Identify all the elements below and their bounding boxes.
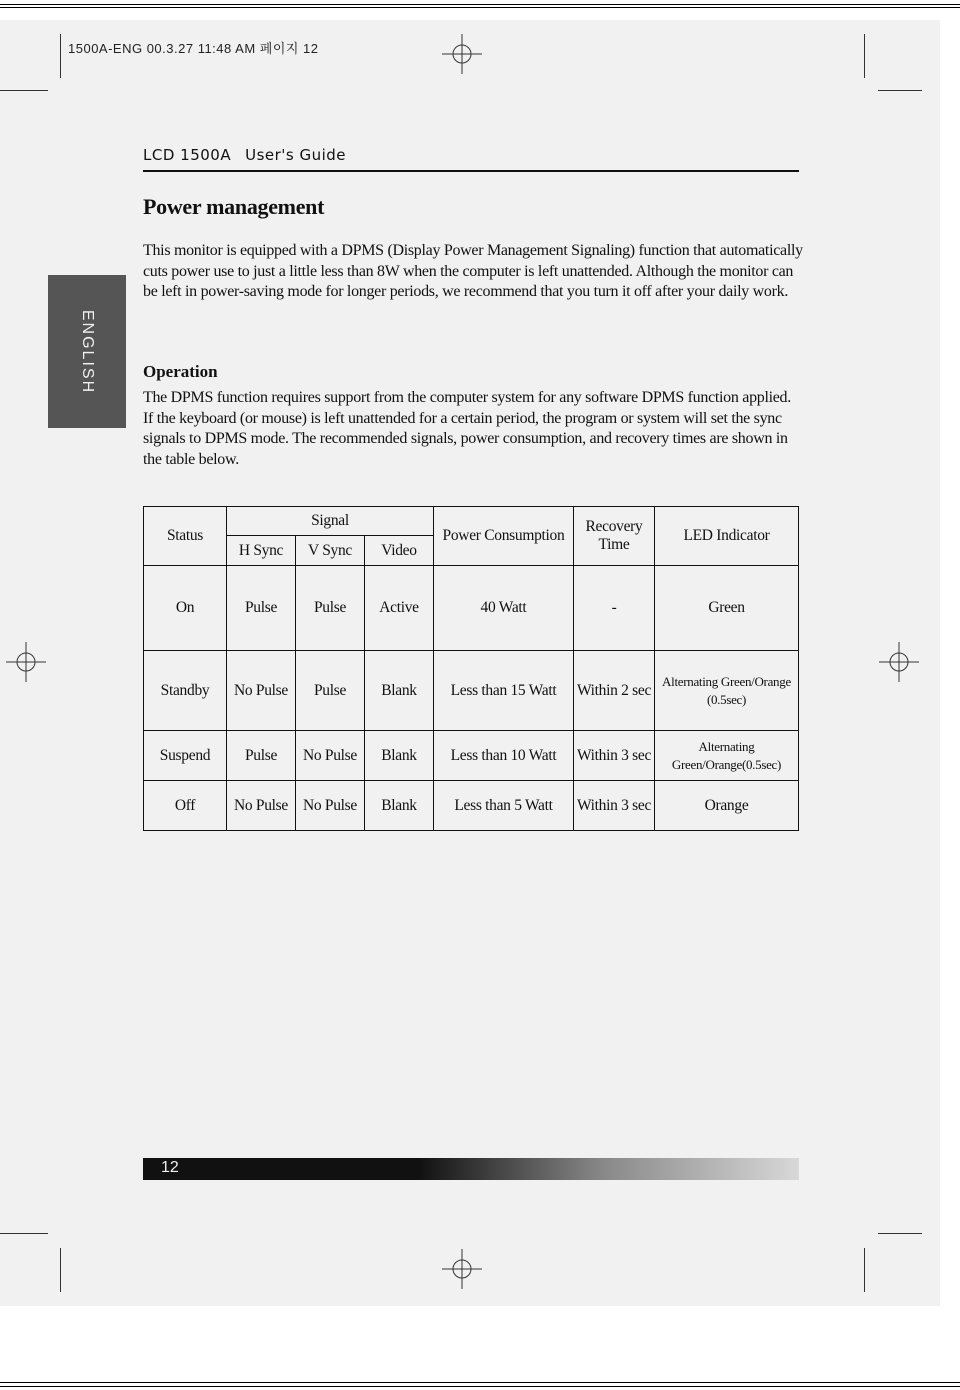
registration-mark-icon (442, 34, 482, 74)
crop-mark (864, 34, 865, 78)
row-status: On (144, 566, 227, 651)
row-status: Suspend (144, 731, 227, 781)
registration-mark-icon (442, 1249, 482, 1289)
table-row (144, 781, 799, 831)
header-model: LCD 1500A (143, 146, 232, 164)
header-video: Video (365, 536, 434, 566)
row-video: Blank (365, 781, 434, 831)
row-vsync: No Pulse (296, 781, 365, 831)
row-led: Green (655, 566, 799, 651)
registration-mark-icon (879, 642, 919, 682)
section-title: Power management (143, 194, 325, 219)
table-row (144, 566, 799, 651)
header-status: Status (144, 507, 227, 566)
row-recovery: - (574, 566, 655, 651)
crop-mark (60, 1248, 61, 1292)
crop-mark (60, 34, 61, 78)
top-border-rule-inner (0, 7, 960, 8)
row-hsync: No Pulse (227, 651, 296, 731)
crop-mark (0, 90, 48, 91)
row-hsync: Pulse (227, 731, 296, 781)
row-vsync: Pulse (296, 566, 365, 651)
row-power: Less than 10 Watt (434, 731, 574, 781)
print-slug: 1500A-ENG 00.3.27 11:48 AM 페이지 12 (68, 41, 319, 56)
row-video: Blank (365, 651, 434, 731)
page-number: 12 (161, 1159, 179, 1176)
language-label: ENGLISH (79, 309, 96, 394)
table-row (144, 651, 799, 731)
header-guide-title: User's Guide (245, 146, 347, 164)
header-hsync: H Sync (227, 536, 296, 566)
row-power: 40 Watt (434, 566, 574, 651)
row-led: Orange (655, 781, 799, 831)
row-power: Less than 5 Watt (434, 781, 574, 831)
header-signal: Signal (227, 507, 434, 536)
bottom-border-rule-inner (0, 1382, 960, 1383)
power-management-table (143, 506, 799, 831)
language-side-tab (48, 275, 126, 428)
crop-mark (864, 1248, 865, 1292)
row-led: Alternating Green/Orange (0.5sec) (655, 651, 799, 731)
registration-mark-icon (6, 642, 46, 682)
row-hsync: Pulse (227, 566, 296, 651)
header-recovery-time: Recovery Time (574, 507, 655, 566)
row-led: Alternating Green/Orange(0.5sec) (655, 731, 799, 781)
header-led-indicator: LED Indicator (655, 507, 799, 566)
operation-paragraph: The DPMS function requires support from the computer system for any software DPMS function applied. If the keyboard (or mouse) is left unattended for a certain period, the program or system will set the sync signals to DPMS mode. The recommended signals, power consumption, and recovery times are shown in the table below. (143, 389, 791, 468)
row-recovery: Within 3 sec (574, 781, 655, 831)
row-hsync: No Pulse (227, 781, 296, 831)
table-row (144, 731, 799, 781)
running-header (143, 146, 799, 172)
operation-heading: Operation (143, 362, 218, 381)
header-power-consumption: Power Consumption (434, 507, 574, 566)
header-vsync: V Sync (296, 536, 365, 566)
footer-bar (143, 1158, 799, 1180)
crop-mark (0, 1233, 48, 1234)
row-power: Less than 15 Watt (434, 651, 574, 731)
row-vsync: No Pulse (296, 731, 365, 781)
row-status: Standby (144, 651, 227, 731)
row-video: Blank (365, 731, 434, 781)
crop-mark (878, 1233, 922, 1234)
bottom-border-rule (0, 1386, 960, 1387)
intro-paragraph: This monitor is equipped with a DPMS (Display Power Management Signaling) function that automatically cuts power use to just a little less than 8W when the computer is left unattended. Although the monitor can be left in power-saving mode for longer periods, we recommend that you turn it off after your daily work. (143, 242, 803, 300)
top-border-rule (0, 4, 960, 5)
crop-mark (878, 90, 922, 91)
row-recovery: Within 3 sec (574, 731, 655, 781)
row-vsync: Pulse (296, 651, 365, 731)
row-video: Active (365, 566, 434, 651)
row-recovery: Within 2 sec (574, 651, 655, 731)
row-status: Off (144, 781, 227, 831)
